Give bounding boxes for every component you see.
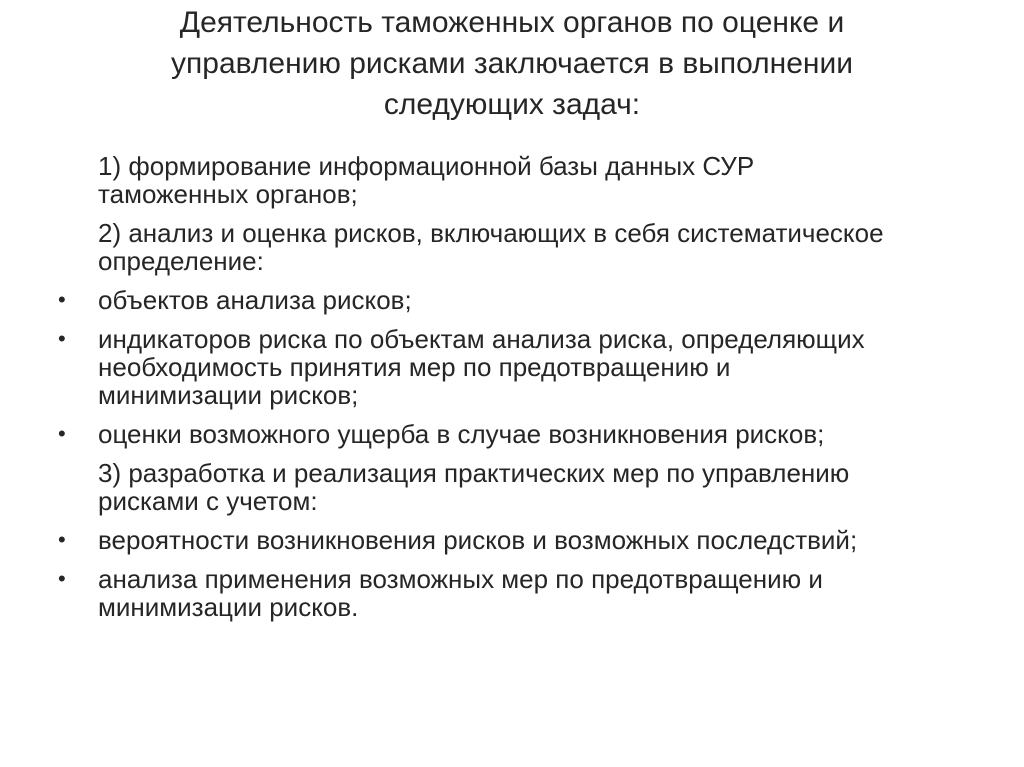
item-text-line: 3) разработка и реализация практических мер по управлению — [98, 458, 850, 488]
bullet-item — [56, 565, 986, 621]
item-text-line: оценки возможного ущерба в случае возникновения рисков; — [98, 419, 825, 449]
item-text-line: 2) анализ и оценка рисков, включающих в себя систематическое — [98, 218, 884, 248]
item-text-line: определение: — [98, 246, 264, 276]
title-line: Деятельность таможенных органов по оценке и — [179, 6, 845, 39]
bullet-item — [56, 526, 986, 554]
slide-title — [92, 2, 932, 125]
title-line: управлению рисками заключается в выполнении — [171, 47, 853, 80]
item-text-line: объектов анализа рисков; — [98, 285, 412, 315]
item-text-line: 1) формирование информационной базы данных СУР — [98, 151, 755, 181]
item-text-line: минимизации рисков; — [98, 380, 359, 410]
bullet-icon: • — [58, 421, 66, 446]
bullet-icon: • — [58, 326, 66, 351]
bullet-icon: • — [58, 527, 66, 552]
item-text-line: рисками с учетом: — [98, 486, 318, 516]
bullet-icon: • — [58, 566, 66, 591]
bullet-item — [56, 286, 986, 314]
numbered-item — [56, 152, 986, 208]
item-text-line: таможенных органов; — [98, 179, 358, 209]
bullet-item — [56, 420, 986, 448]
numbered-item — [56, 459, 986, 515]
item-text-line: минимизации рисков. — [98, 592, 359, 622]
item-text-line: вероятности возникновения рисков и возможных последствий; — [98, 525, 858, 555]
item-text-line: индикаторов риска по объектам анализа риска, определяющих — [98, 324, 865, 354]
title-line: следующих задач: — [383, 88, 641, 121]
bullet-item — [56, 325, 986, 409]
item-text-line: необходимость принятия мер по предотвращению и — [98, 352, 731, 382]
bullet-icon: • — [58, 287, 66, 312]
numbered-item — [56, 219, 986, 275]
item-text-line: анализа применения возможных мер по предотвращению и — [98, 564, 823, 594]
slide-body — [56, 152, 986, 632]
